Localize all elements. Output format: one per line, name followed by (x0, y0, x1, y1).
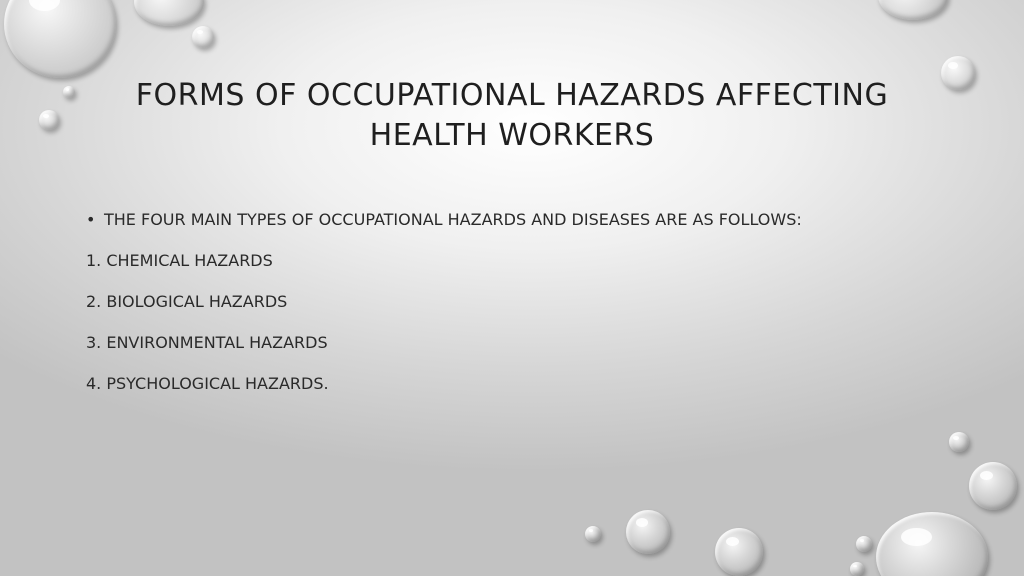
water-drop-decoration (941, 56, 975, 90)
water-drop-decoration (856, 536, 872, 552)
water-drop-decoration (4, 0, 116, 78)
water-drop-decoration (878, 0, 948, 20)
water-drop-decoration (585, 526, 601, 542)
water-drop-decoration (626, 510, 670, 554)
slide-body (86, 205, 936, 410)
water-drop-decoration (63, 86, 75, 98)
title-line-2: HEALTH WORKERS (369, 118, 655, 153)
water-drop-decoration (134, 0, 204, 26)
slide-title (80, 76, 944, 156)
water-drop-decoration (715, 528, 763, 576)
water-drop-decoration (876, 512, 988, 576)
water-drop-decoration (39, 110, 59, 130)
title-line-1: FORMS OF OCCUPATIONAL HAZARDS AFFECTING (135, 78, 889, 113)
intro-text: THE FOUR MAIN TYPES OF OCCUPATIONAL HAZARDS AND DISEASES ARE AS FOLLOWS: (104, 210, 802, 229)
water-drop-decoration (969, 462, 1017, 510)
bullet-icon: • (86, 210, 96, 229)
water-drop-decoration (192, 26, 214, 48)
list-item-psychological: 4. PSYCHOLOGICAL HAZARDS. (86, 374, 329, 393)
water-drop-decoration (850, 562, 864, 576)
list-item-chemical: 1. CHEMICAL HAZARDS (86, 251, 273, 270)
list-item-environmental: 3. ENVIRONMENTAL HAZARDS (86, 333, 328, 352)
list-item-biological: 2. BIOLOGICAL HAZARDS (86, 292, 288, 311)
intro-bullet (86, 205, 936, 246)
water-drop-decoration (949, 432, 969, 452)
